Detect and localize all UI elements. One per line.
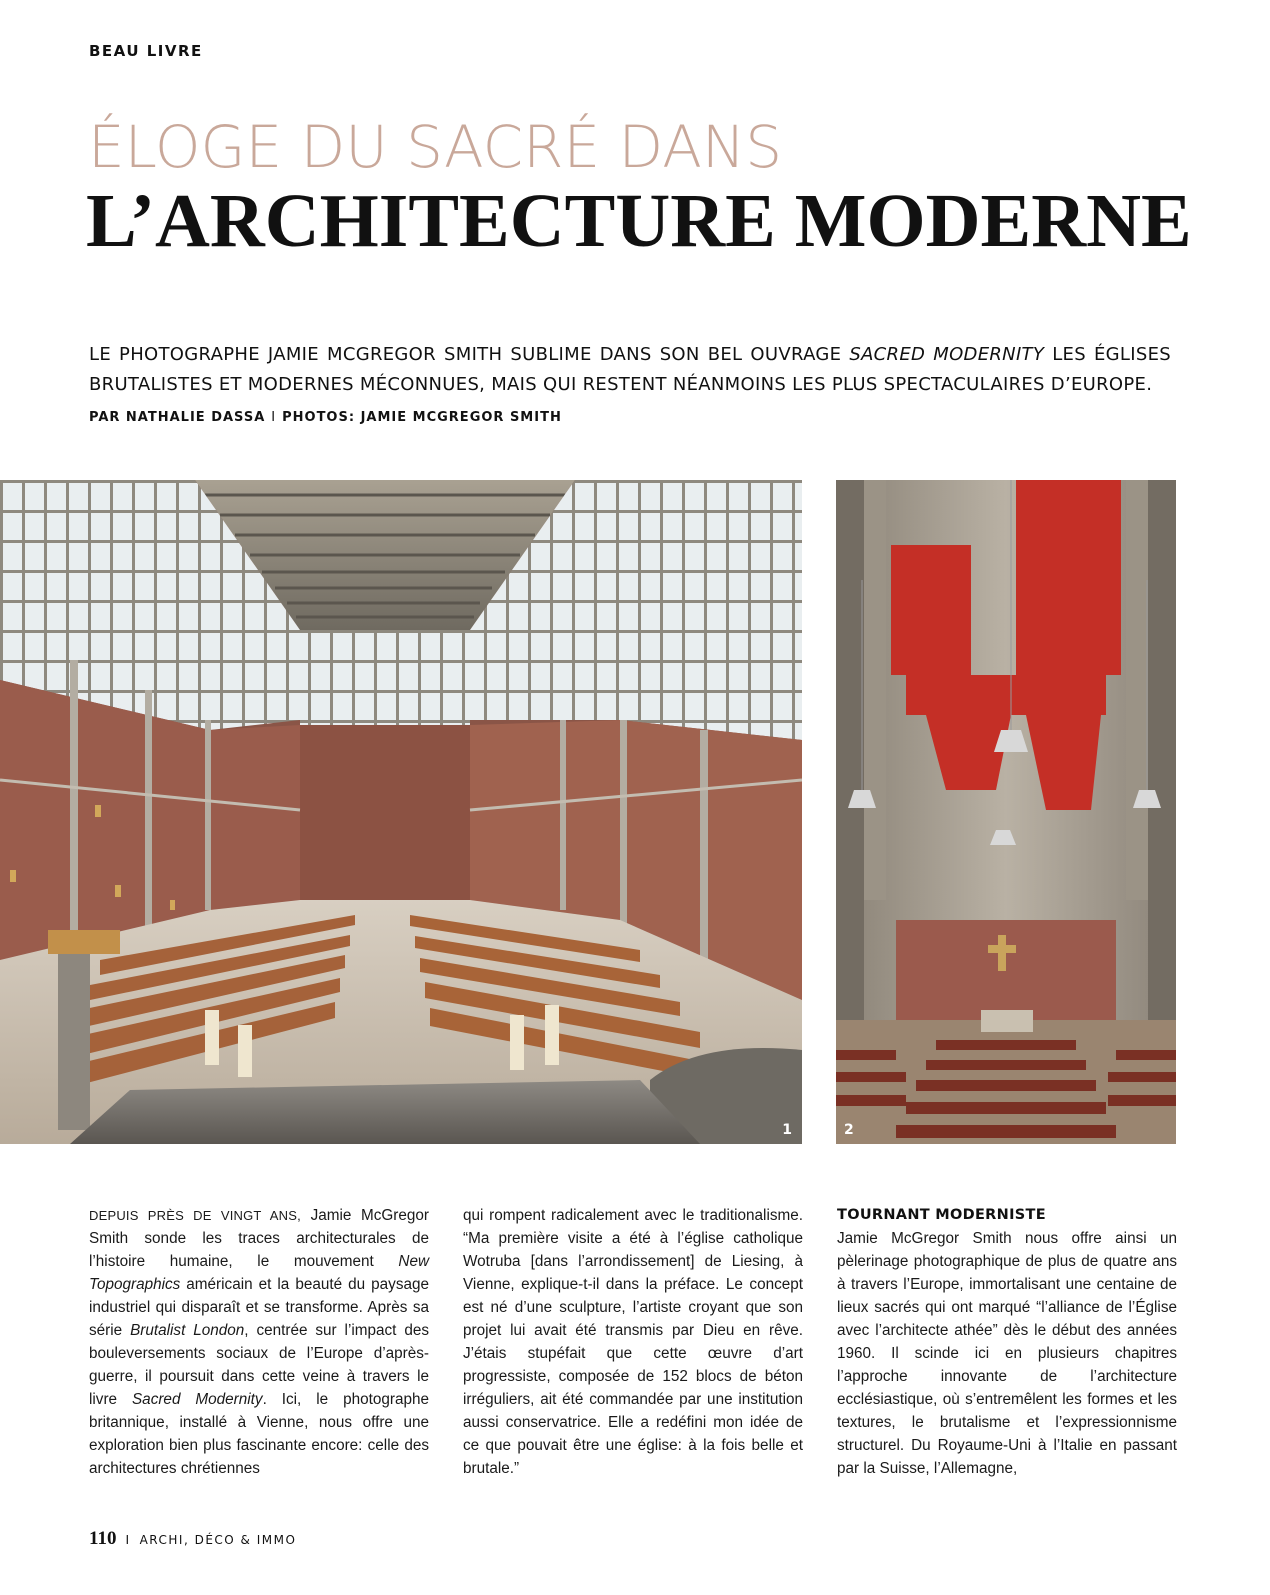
section-label: BEAU LIVRE	[89, 42, 203, 60]
photo-church-nave	[0, 480, 802, 1144]
photo-number-2: 2	[844, 1122, 854, 1138]
byline-photos: PHOTOS: JAMIE MCGREGOR SMITH	[282, 410, 562, 425]
footer-separator: I	[125, 1532, 131, 1547]
italic-ref: Sacred Modernity	[131, 1391, 263, 1408]
lead-in: DEPUIS PRÈS DE VINGT ANS,	[89, 1208, 301, 1223]
body-column-2: qui rompent radicalement avec le traditionalisme. “Ma première visite a été à l’église catholique Wotruba [dans l’arrondissement] de Liesing, à Vienne, explique-t-il dans la préface. Le concept est né d’une sculpture, l’artiste croyant que son projet lui avait été transmis par Dieu en rêve. J’étais stupéfait que cette œuvre d’art progressiste, composée de 152 blocs de béton irréguliers, ait été commandée par une institution aussi conservatrice. Elle a redéfini mon idée de ce que pouvait être une église: à la fois belle et brutale.”	[463, 1207, 803, 1477]
body-column-3	[837, 1204, 1177, 1480]
church-nave-illustration	[0, 480, 802, 1144]
intro-text-end: LES ÉGLISES BRUTALISTES ET MODERNES MÉCONNUES, MAIS QUI RESTENT NÉANMOINS LES PLUS SPECTACULAIRES D’EUROPE.	[89, 344, 1171, 395]
italic-ref: New Topographics	[89, 1253, 429, 1293]
body-text: américain et la beauté du paysage industriel qui disparaît et se transforme. Après sa série	[89, 1276, 429, 1339]
body-column-1	[89, 1204, 429, 1480]
publication-name: ARCHI, DÉCO & IMMO	[139, 1533, 297, 1547]
page-footer	[89, 1528, 296, 1550]
photo-number-1: 1	[782, 1122, 792, 1138]
intro-standfirst	[89, 340, 1171, 400]
subheading: TOURNANT MODERNISTE	[837, 1207, 1046, 1223]
intro-text: LE PHOTOGRAPHE JAMIE MCGREGOR SMITH SUBLIME DANS SON BEL OUVRAGE	[89, 344, 850, 365]
italic-ref: Brutalist London	[130, 1322, 245, 1339]
body-text: . Ici, le photographe britannique, installé à Vienne, nous offre une exploration bien plus fascinante encore: celle des architectures chrétiennes	[89, 1391, 429, 1477]
photo-church-red-panels	[836, 480, 1176, 1144]
body-text: Jamie McGregor Smith nous offre ainsi un pèlerinage photographique de plus de quatre ans à travers l’Europe, immortalisant une centaine de lieux sacrés qui ont marqué “l’alliance de l’Église avec l’architecte athée” dès le début des années 1960. Il scinde ici en plusieurs chapitres l’approche innovante de l’architecture ecclésiastique, où s’entremêlent les formes et les textures, le brutalisme et l’expressionnisme structurel. Du Royaume-Uni à l’Italie en passant par la Suisse, l’Allemagne,	[837, 1230, 1177, 1477]
byline-author: PAR NATHALIE DASSA	[89, 410, 266, 425]
byline-separator: I	[271, 410, 277, 425]
body-text: , centrée sur l’impact des bouleversements sociaux de l’Europe d’après-guerre, il poursuit dans cette veine à travers le livre	[89, 1322, 429, 1408]
body-text: Jamie McGregor Smith sonde les traces architecturales de l’histoire humaine, le mouvement	[89, 1207, 429, 1270]
church-red-panels-illustration	[836, 480, 1176, 1144]
title-line-2: L’ARCHITECTURE MODERNE	[86, 179, 1192, 263]
byline	[89, 410, 562, 425]
page-number: 110	[89, 1528, 117, 1549]
title-line-1: ÉLOGE DU SACRÉ DANS	[88, 113, 783, 181]
intro-book-title: SACRED MODERNITY	[849, 344, 1045, 365]
